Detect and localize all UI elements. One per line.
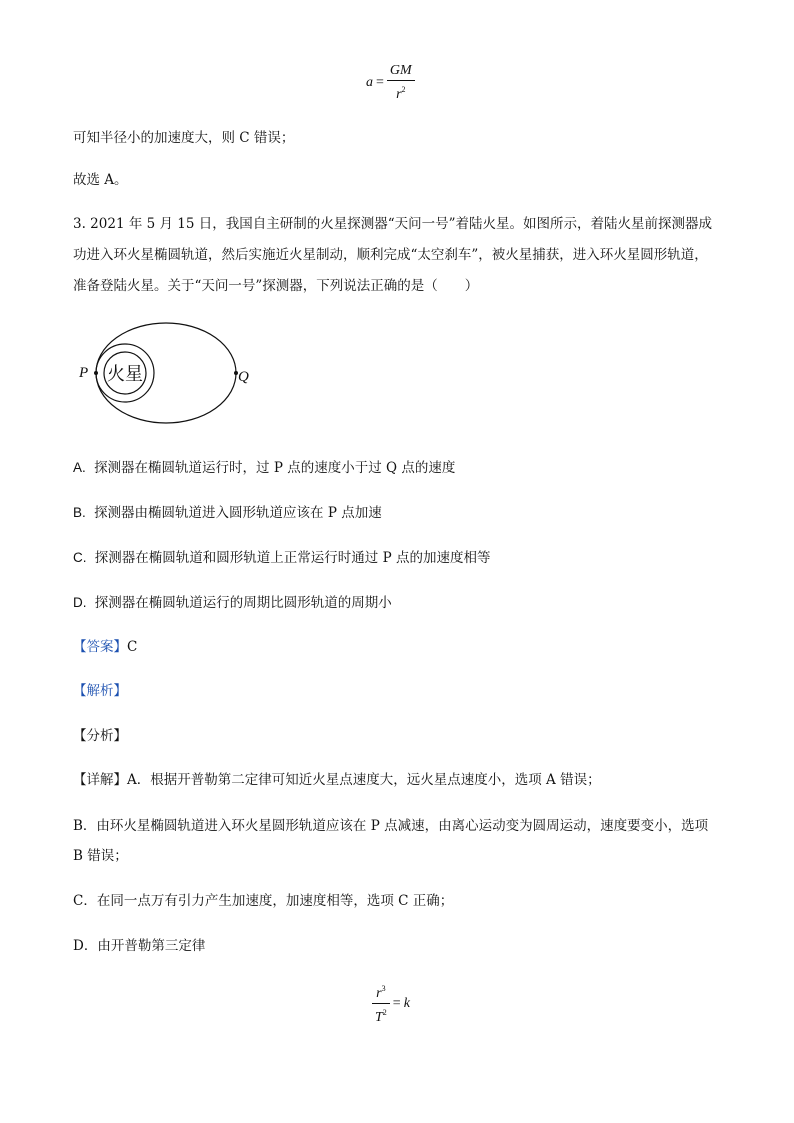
option-c[interactable] [73, 546, 490, 566]
kepler-rhs: k [403, 995, 410, 1011]
kepler-denominator-base: T [375, 1010, 383, 1025]
analysis-tag: 【解析】 [73, 683, 127, 699]
kepler-numerator [372, 980, 390, 1004]
orbit-diagram [70, 315, 260, 430]
formula-denominator [387, 81, 415, 104]
formula-numerator: GM [387, 62, 415, 81]
mars-label: 火星 [107, 364, 143, 385]
question-line-1: 3. 2021 年 5 月 15 日，我国自主研制的火星探测器“天问一号”着陆火星。如图所示，着陆火星前探测器成 [73, 216, 713, 232]
detail-b-line-2: B 错误； [73, 848, 128, 864]
detail-d: D．由开普勒第三定律 [73, 938, 206, 954]
option-c-text: 探测器在椭圆轨道和圆形轨道上正常运行时通过 P 点的加速度相等 [94, 550, 491, 566]
formula-equals: = [376, 75, 384, 90]
kepler-numerator-base: r [376, 986, 382, 1001]
fenxi-tag: 【分析】 [73, 728, 127, 744]
point-q-label: Q [238, 369, 249, 385]
detail-a-text: A．根据开普勒第二定律可知近火星点速度大，远火星点速度小，选项 A 错误； [127, 772, 601, 788]
answer-line [73, 635, 137, 655]
formula-denominator-base: r [396, 87, 402, 102]
formula-lhs: a [366, 75, 373, 90]
option-b[interactable] [73, 501, 382, 521]
detail-b-line-1: B．由环火星椭圆轨道进入环火星圆形轨道应该在 P 点减速，由离心运动变为圆周运动，速度要变小，选项 [73, 818, 709, 834]
point-p-marker [94, 371, 98, 375]
answer-tag: 【答案】 [73, 639, 127, 655]
detail-c: C．在同一点万有引力产生加速度，加速度相等，选项 C 正确； [73, 893, 454, 909]
option-b-letter: B. [73, 505, 86, 520]
detail-a [73, 768, 601, 788]
option-a-text: 探测器在椭圆轨道运行时，过 P 点的速度小于过 Q 点的速度 [94, 460, 456, 476]
option-d[interactable] [73, 591, 392, 611]
option-a[interactable] [73, 456, 455, 476]
point-p-label: P [79, 365, 89, 381]
kepler-fraction [372, 980, 390, 1027]
option-d-letter: D. [73, 595, 87, 610]
answer-value: C [127, 639, 138, 655]
formula-fraction [387, 62, 415, 104]
kepler-denominator [372, 1004, 390, 1027]
text-c-wrong: 可知半径小的加速度大，则 C 错误； [73, 130, 295, 146]
option-b-text: 探测器由椭圆轨道进入圆形轨道应该在 P 点加速 [94, 505, 382, 521]
formula-gravity-acceleration [366, 62, 415, 104]
formula-kepler-third [372, 980, 410, 1027]
detail-tag: 【详解】 [73, 772, 127, 788]
question-line-3: 准备登陆火星。关于“天问一号”探测器，下列说法正确的是（ ） [73, 278, 479, 294]
option-c-letter: C. [73, 550, 87, 565]
option-d-text: 探测器在椭圆轨道运行的周期比圆形轨道的周期小 [94, 595, 392, 611]
formula-denominator-exponent: 2 [401, 85, 406, 94]
text-choose-a: 故选 A。 [73, 172, 128, 188]
option-a-letter: A. [73, 460, 86, 475]
kepler-numerator-exponent: 3 [381, 984, 386, 993]
question-line-2: 功进入环火星椭圆轨道，然后实施近火星制动，顺利完成“太空刹车”，被火星捕获，进入环火星圆形轨道， [73, 247, 708, 263]
kepler-denominator-exponent: 2 [382, 1008, 387, 1017]
kepler-equals: = [392, 995, 401, 1011]
